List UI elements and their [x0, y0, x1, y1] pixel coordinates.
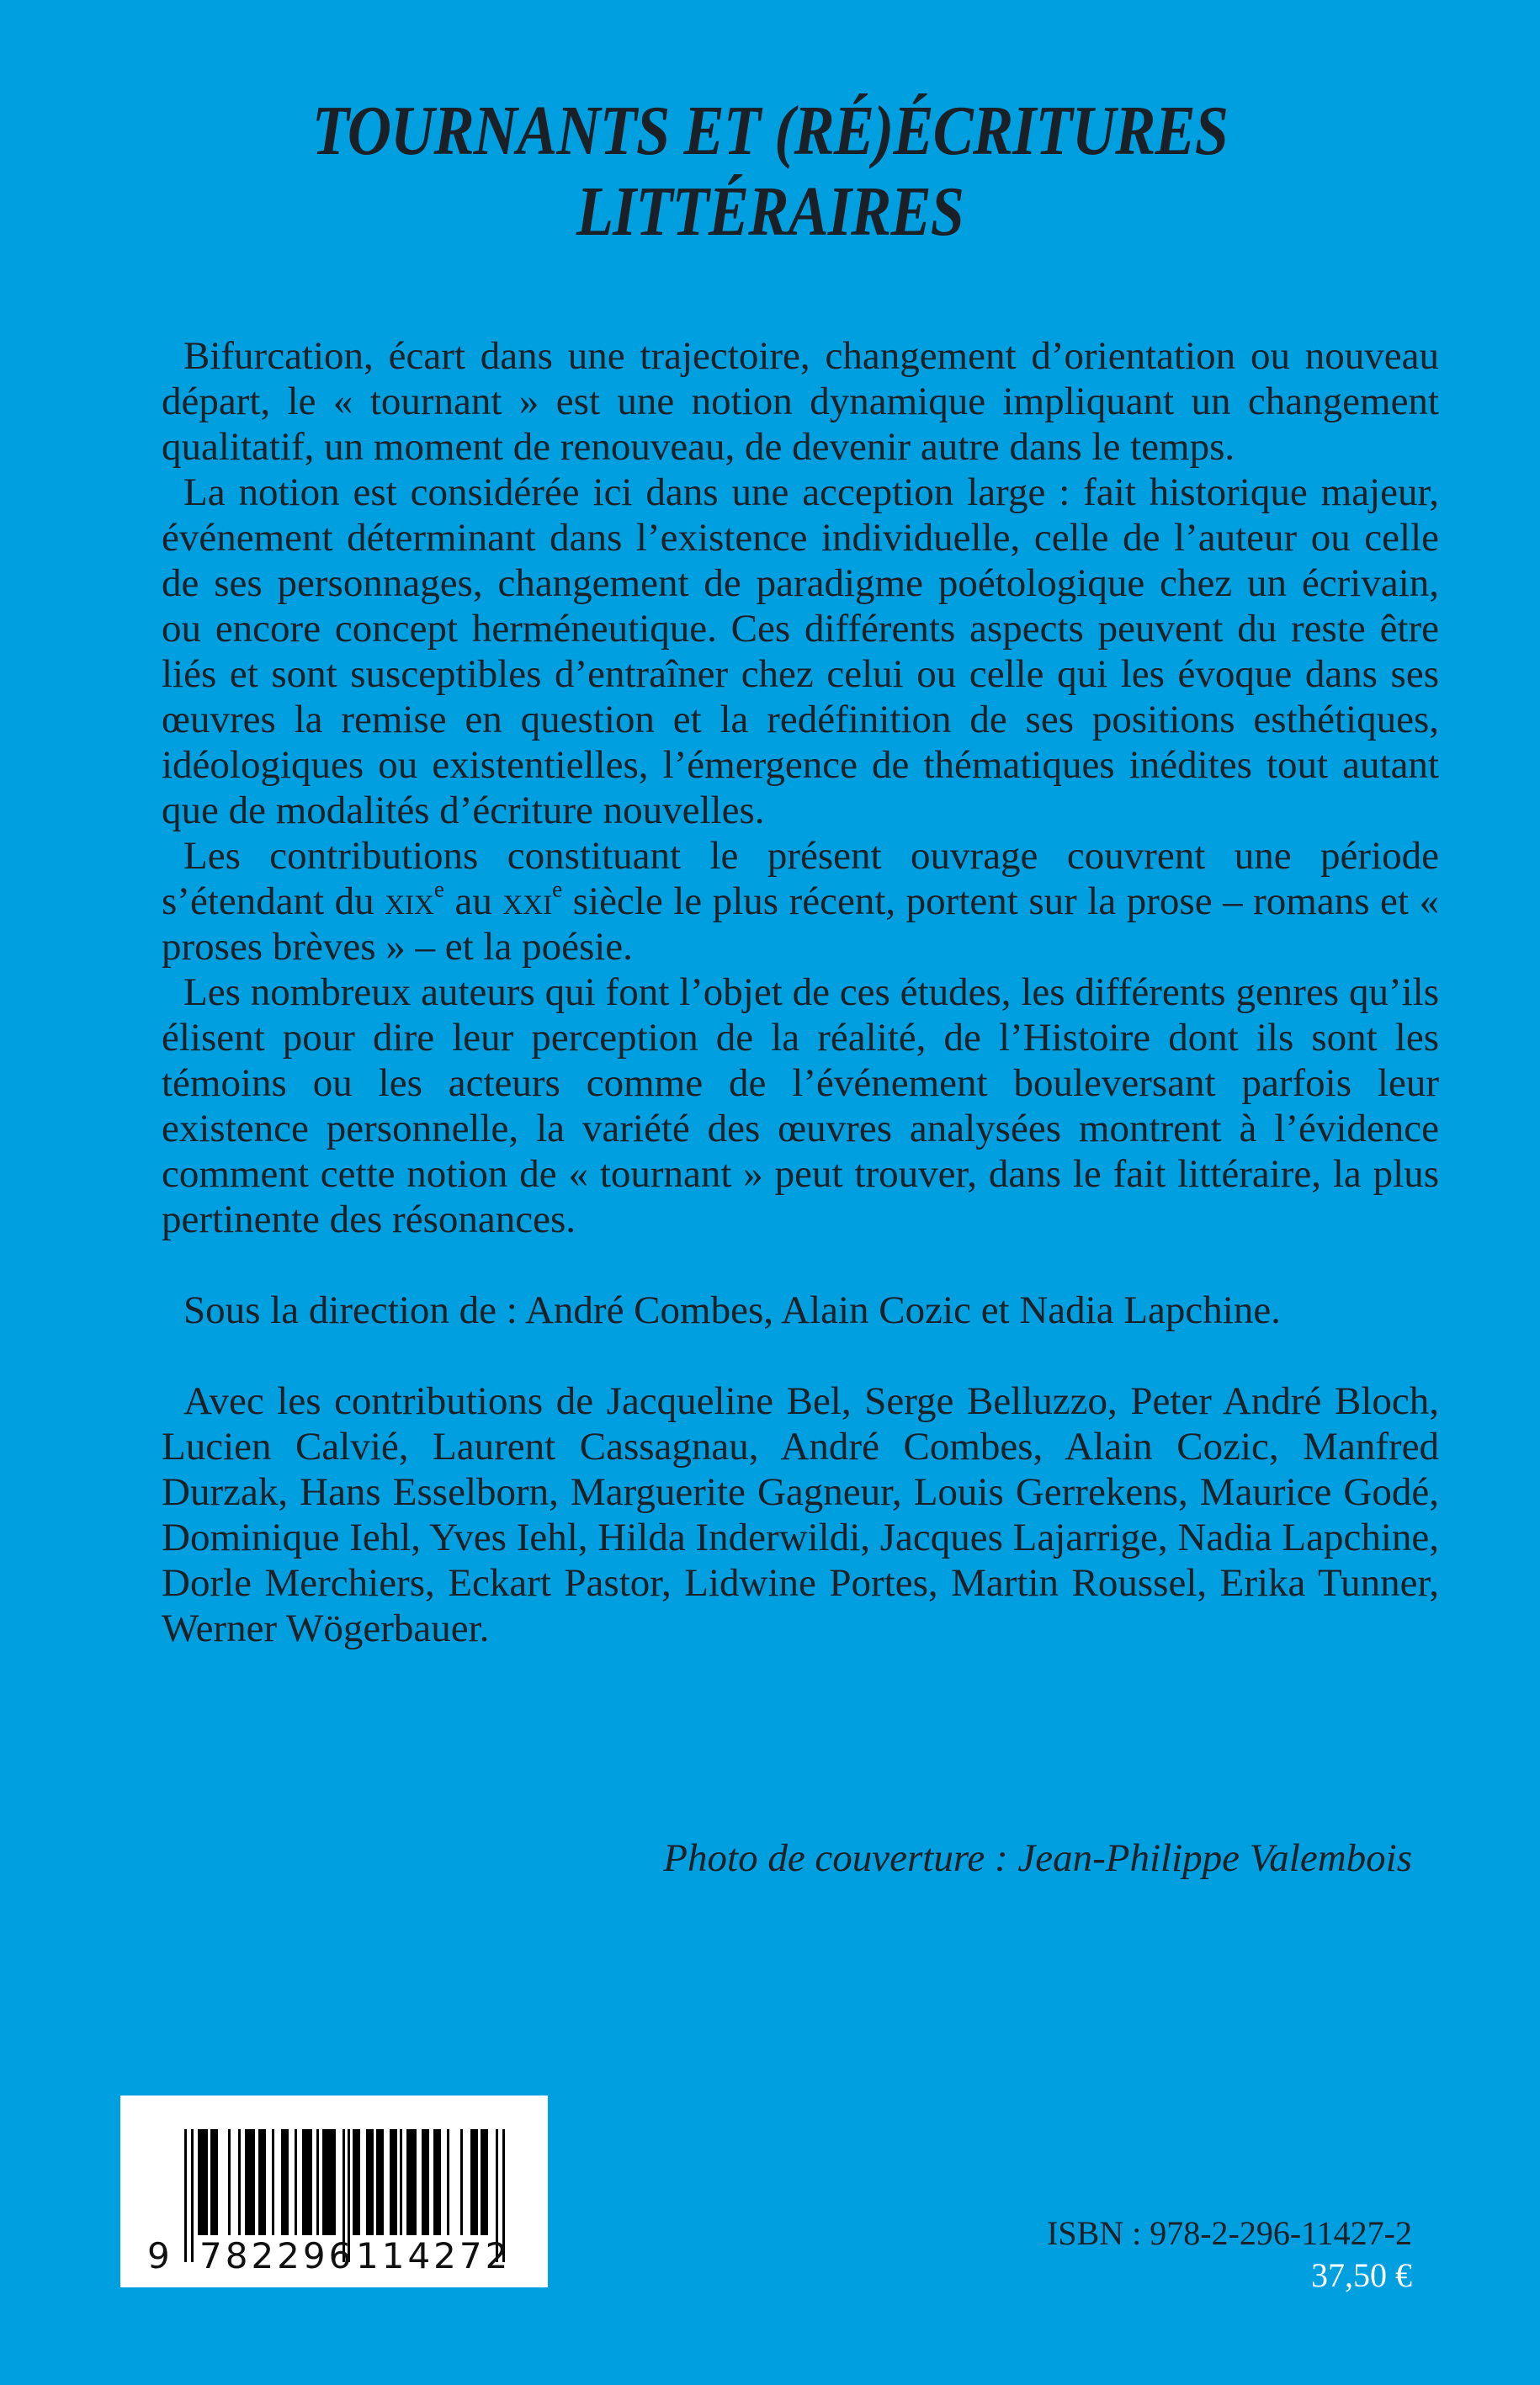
century-xxi: xxi — [502, 879, 553, 923]
price: 37,50 € — [1311, 2256, 1412, 2294]
barcode-lead-digit: 9 — [147, 2235, 170, 2276]
barcode-icon — [120, 2096, 548, 2287]
century-xxi-suffix: e — [552, 876, 563, 902]
blurb-paragraph-2: La notion est considérée ici dans une acception large : fait historique majeur, événement déterminant dans l’existence individuelle, celle de l’auteur ou celle de ses personnages, changement de paradigme poétologique chez un écrivain, ou encore concept herméneutique. Ces différents aspects peuvent du reste être liés et sont susceptibles d’entraîner chez celui ou celle qui les évoque dans ses œuvres la remise en question et la redéfinition de ses positions esthétiques, idéologiques ou existentielles, l’émergence de thématiques inédites tout autant que de modalités d’écriture nouvelles. — [162, 470, 1439, 832]
book-title-line-1: TOURNANTS ET (RÉ)ÉCRITURES — [311, 92, 1229, 170]
blurb-p3-text-2: au — [443, 879, 503, 923]
photo-credit: Photo de couverture : Jean-Philippe Valembois — [663, 1836, 1412, 1880]
blurb-text — [162, 333, 1439, 1651]
century-xix: xix — [385, 879, 434, 923]
editors-line: Sous la direction de : André Combes, Alain Cozic et Nadia Lapchine. — [183, 1288, 1281, 1332]
barcode-group-1: 782296 — [199, 2235, 355, 2276]
blurb-paragraph-1: Bifurcation, écart dans une trajectoire, changement d’orientation ou nouveau départ, le « tournant » est une notion dynamique impliquant un changement qualitatif, un moment de renouveau, de devenir autre dans le temps. — [162, 334, 1439, 469]
book-title-line-2: LITTÉRAIRES — [576, 173, 964, 251]
book-title — [108, 91, 1432, 252]
blurb-paragraph-3 — [162, 833, 1439, 969]
contributors-list: Avec les contributions de Jacqueline Bel, Serge Belluzzo, Peter André Bloch, Lucien Calvié, Laurent Cassagnau, André Combes, Alain Cozic, Manfred Durzak, Hans Esselborn, Marguerite Gagneur, Louis Gerrekens, Maurice Godé, Dominique Iehl, Yves Iehl, Hilda Inderwildi, Jacques Lajarrige, Nadia Lapchine, Dorle Merchiers, Eckart Pastor, Lidwine Portes, Martin Roussel, Erika Tunner, Werner Wögerbauer. — [162, 1379, 1439, 1650]
isbn-barcode — [120, 2096, 548, 2287]
blurb-paragraph-4: Les nombreux auteurs qui font l’objet de ces études, les différents genres qu’ils élisent pour dire leur perception de la réalité, de l’Histoire dont ils sont les témoins ou les acteurs comme de l’événement bouleversant parfois leur existence personnelle, la variété des œuvres analysées montrent à l’évidence comment cette notion de « tournant » peut trouver, dans le fait littéraire, la plus pertinente des résonances. — [162, 970, 1439, 1241]
blurb-p3-text-3: siècle le plus récent, portent sur la prose – romans et « proses brèves » – et la poésie. — [162, 879, 1439, 969]
isbn-number: ISBN : 978-2-296-11427-2 — [1046, 2214, 1412, 2252]
century-xix-suffix: e — [433, 876, 444, 902]
blurb-p3-text-1: Les contributions constituant le présent ouvrage couvrent une période s’étendant du — [162, 834, 1439, 923]
barcode-group-2: 114272 — [356, 2235, 512, 2276]
